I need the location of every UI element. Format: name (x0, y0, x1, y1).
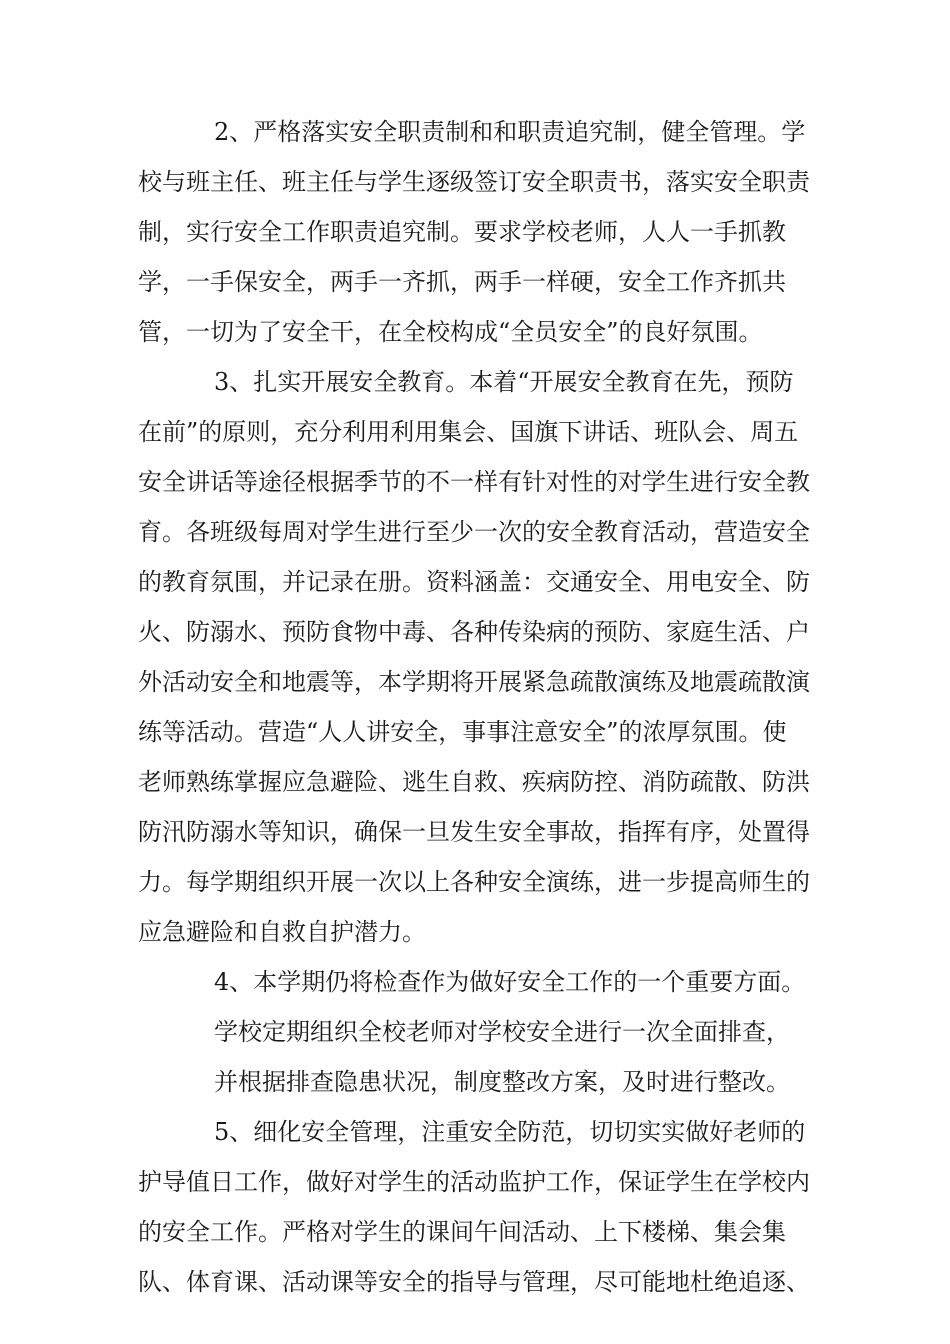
line-text: 学校定期组织全校老师对学校安全进行一次全面排查， (214, 1018, 790, 1046)
line-text: 并根据排查隐患状况，制度整改方案，及时进行整改。 (214, 1068, 790, 1096)
line-text: 4、本学期仍将检查作为做好安全工作的一个重要方面。 (214, 968, 806, 996)
line-text: 老师熟练掌握应急避险、逃生自救、疾病防控、消防疏散、防洪 (138, 768, 810, 796)
line-text: 制，实行安全工作职责追究制。要求学校老师，人人一手抓教 (138, 218, 786, 246)
text-line (0, 362, 950, 402)
line-text: 在前”的原则，充分利用利用集会、国旗下讲话、班队会、周五 (138, 418, 799, 446)
line-text: 队、体育课、活动课等安全的指导与管理，尽可能地杜绝追逐、 (138, 1268, 810, 1296)
text-line (0, 212, 950, 252)
text-line (0, 112, 950, 152)
text-line (0, 962, 950, 1002)
text-line (0, 612, 950, 652)
line-text: 5、细化安全管理，注重安全防范，切切实实做好老师的 (214, 1118, 806, 1146)
text-line (0, 312, 950, 352)
line-text: 练等活动。营造“人人讲安全，事事注意安全”的浓厚氛围。使 (138, 718, 787, 746)
line-text: 3、扎实开展安全教育。本着“开展安全教育在先，预防 (214, 368, 794, 396)
text-line (0, 662, 950, 702)
line-text: 的安全工作。严格对学生的课间午间活动、上下楼梯、集会集 (138, 1218, 786, 1246)
text-line (0, 1262, 950, 1302)
text-line (0, 1212, 950, 1252)
text-line (0, 862, 950, 902)
line-text: 学，一手保安全，两手一齐抓，两手一样硬，安全工作齐抓共 (138, 268, 786, 296)
line-text: 2、严格落实安全职责制和和职责追究制，健全管理。学 (214, 118, 806, 146)
line-text: 安全讲话等途径根据季节的不一样有针对性的对学生进行安全教 (138, 468, 810, 496)
line-text: 管，一切为了安全干，在全校构成“全员安全”的良好氛围。 (138, 318, 763, 346)
text-line (0, 162, 950, 202)
text-line (0, 1112, 950, 1152)
text-line (0, 1062, 950, 1102)
line-text: 应急避险和自救自护潜力。 (138, 918, 426, 946)
text-line (0, 712, 950, 752)
line-text: 校与班主任、班主任与学生逐级签订安全职责书，落实安全职责 (138, 168, 810, 196)
text-line (0, 462, 950, 502)
line-text: 育。各班级每周对学生进行至少一次的安全教育活动，营造安全 (138, 518, 810, 546)
text-line (0, 1162, 950, 1202)
text-line (0, 762, 950, 802)
line-text: 护导值日工作，做好对学生的活动监护工作，保证学生在学校内 (138, 1168, 810, 1196)
text-line (0, 812, 950, 852)
text-line (0, 512, 950, 552)
text-line (0, 562, 950, 602)
line-text: 防汛防溺水等知识，确保一旦发生安全事故，指挥有序，处置得 (138, 818, 810, 846)
text-line (0, 912, 950, 952)
text-line (0, 262, 950, 302)
line-text: 外活动安全和地震等，本学期将开展紧急疏散演练及地震疏散演 (138, 668, 810, 696)
line-text: 力。每学期组织开展一次以上各种安全演练，进一步提高师生的 (138, 868, 810, 896)
text-line (0, 412, 950, 452)
line-text: 的教育氛围，并记录在册。资料涵盖：交通安全、用电安全、防 (138, 568, 810, 596)
line-text: 火、防溺水、预防食物中毒、各种传染病的预防、家庭生活、户 (138, 618, 810, 646)
text-line (0, 1012, 950, 1052)
